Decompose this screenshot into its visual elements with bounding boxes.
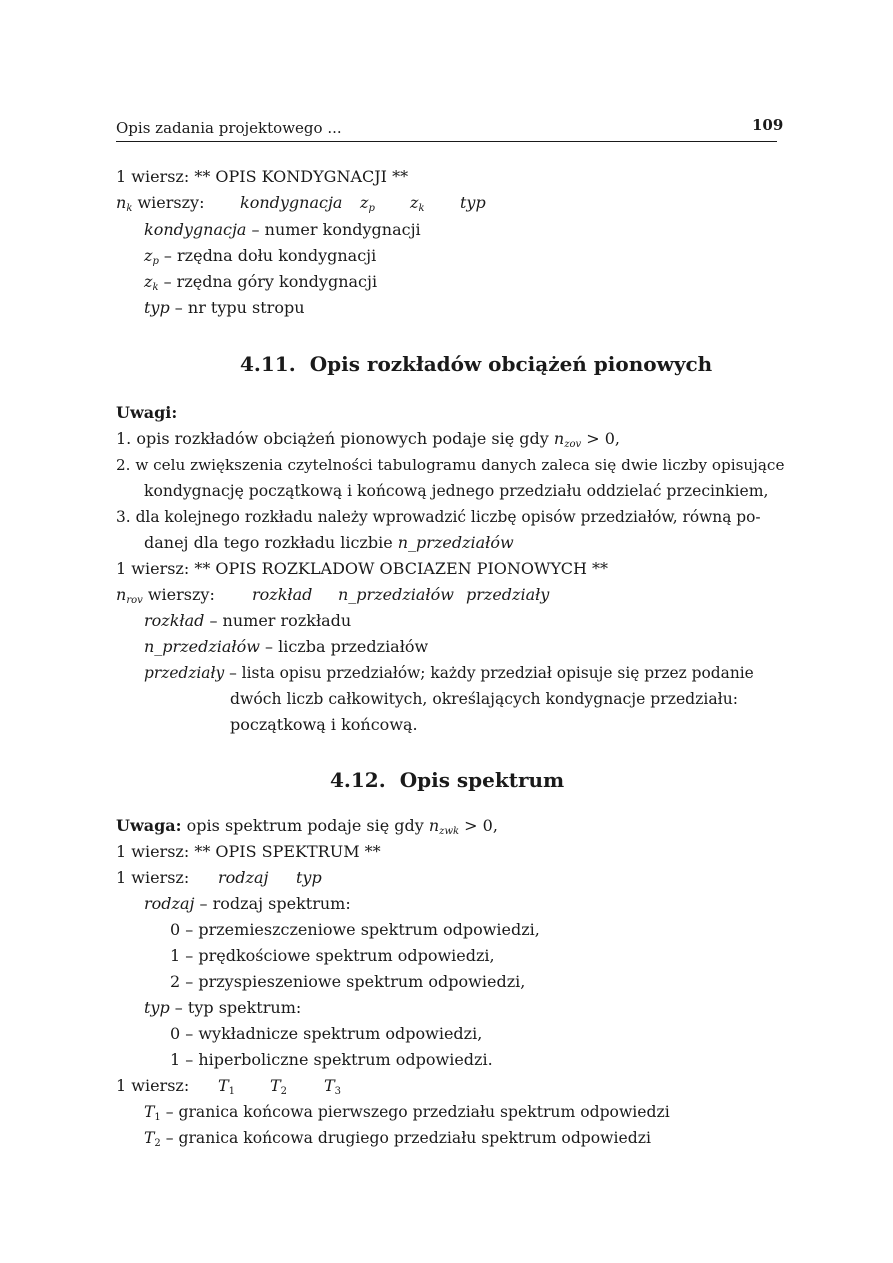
def-typ-spektrum: typ – typ spektrum: <box>144 998 302 1017</box>
typ-option-1: 1 – hiperboliczne spektrum odpowiedzi. <box>170 1050 493 1069</box>
rozkladow-header-line: 1 wiersz: ** OPIS ROZKLADOW OBCIAZEN PIONOWYCH ** <box>116 559 609 578</box>
spektrum-header-line: 1 wiersz: ** OPIS SPEKTRUM ** <box>116 842 381 861</box>
field-kondygnacja: kondygnacja <box>240 193 343 212</box>
def-rozklad: rozkład – numer rozkładu <box>144 611 352 630</box>
field-typ-spektrum: typ <box>296 868 322 887</box>
page-number: 109 <box>752 116 784 134</box>
field-rodzaj: rodzaj <box>218 868 269 887</box>
field-zk: $z_k$ <box>410 193 425 214</box>
field-t1: $T_1$ <box>218 1076 236 1097</box>
rodzaj-option-2: 2 – przyspieszeniowe spektrum odpowiedzi, <box>170 972 526 991</box>
field-typ: typ <box>460 193 486 212</box>
uwaga-line: Uwaga: opis spektrum podaje się gdy $n_{zwk} > 0$, <box>116 816 498 837</box>
uwagi-item-3-line-2: danej dla tego rozkładu liczbie n_przedziałów <box>144 533 514 552</box>
def-rodzaj: rodzaj – rodzaj spektrum: <box>144 894 351 913</box>
def-t1: $T_1$ – granica końcowa pierwszego przedziału spektrum odpowiedzi <box>144 1103 670 1123</box>
def-przedzialy-line-1: przedziały – lista opisu przedziałów; każdy przedział opisuje się przez podanie <box>144 664 754 682</box>
field-rozklad: rozkład <box>252 585 313 604</box>
kondygnacji-format-line: $n_k$ wierszy: <box>116 193 205 214</box>
def-t2: $T_2$ – granica końcowa drugiego przedziału spektrum odpowiedzi <box>144 1129 651 1149</box>
spektrum-format-line: 1 wiersz: <box>116 868 190 887</box>
rodzaj-option-0: 0 – przemieszczeniowe spektrum odpowiedzi, <box>170 920 540 939</box>
field-t3: $T_3$ <box>324 1076 342 1097</box>
def-zk: $z_k$ – rzędna góry kondygnacji <box>144 272 378 293</box>
running-header-title: Opis zadania projektowego ... <box>116 119 342 137</box>
header-rule <box>116 141 777 142</box>
def-typ: typ – nr typu stropu <box>144 298 305 317</box>
typ-option-0: 0 – wykładnicze spektrum odpowiedzi, <box>170 1024 483 1043</box>
uwagi-item-3-line-1: 3. dla kolejnego rozkładu należy wprowadzić liczbę opisów przedziałów, równą po- <box>116 508 761 526</box>
def-zp: $z_p$ – rzędna dołu kondygnacji <box>144 246 377 267</box>
section-4-11-heading: 4.11. Opis rozkładów obciążeń pionowych <box>240 352 713 376</box>
nk-var: n <box>116 193 127 212</box>
t-format-line: 1 wiersz: <box>116 1076 190 1095</box>
uwagi-item-1: 1. opis rozkładów obciążeń pionowych podaje się gdy $n_{zov} > 0$, <box>116 429 620 450</box>
uwagi-item-2-line-2: kondygnację początkową i końcową jednego przedziału oddzielać przecinkiem, <box>144 482 769 500</box>
rodzaj-option-1: 1 – prędkościowe spektrum odpowiedzi, <box>170 946 495 965</box>
field-t2: $T_2$ <box>270 1076 288 1097</box>
uwagi-item-2-line-1: 2. w celu zwiększenia czytelności tabulogramu danych zaleca się dwie liczby opisujące <box>116 456 785 474</box>
uwagi-label: Uwagi: <box>116 403 178 422</box>
def-n-przedzialow: n_przedziałów – liczba przedziałów <box>144 637 429 656</box>
field-zp: $z_p$ <box>360 193 375 214</box>
kondygnacji-header-line: 1 wiersz: ** OPIS KONDYGNACJI ** <box>116 167 409 186</box>
rozkladow-format-line: $n_{rov}$ wierszy: <box>116 585 215 606</box>
def-kondygnacja: kondygnacja – numer kondygnacji <box>144 220 421 239</box>
field-przedzialy: przedziały <box>466 585 550 604</box>
def-przedzialy-line-2: dwóch liczb całkowitych, określających kondygnacje przedziału: <box>230 690 739 708</box>
field-n-przedzialow: n_przedziałów <box>338 585 454 604</box>
section-4-12-heading: 4.12. Opis spektrum <box>330 768 565 792</box>
def-przedzialy-line-3: początkową i końcową. <box>230 715 418 734</box>
